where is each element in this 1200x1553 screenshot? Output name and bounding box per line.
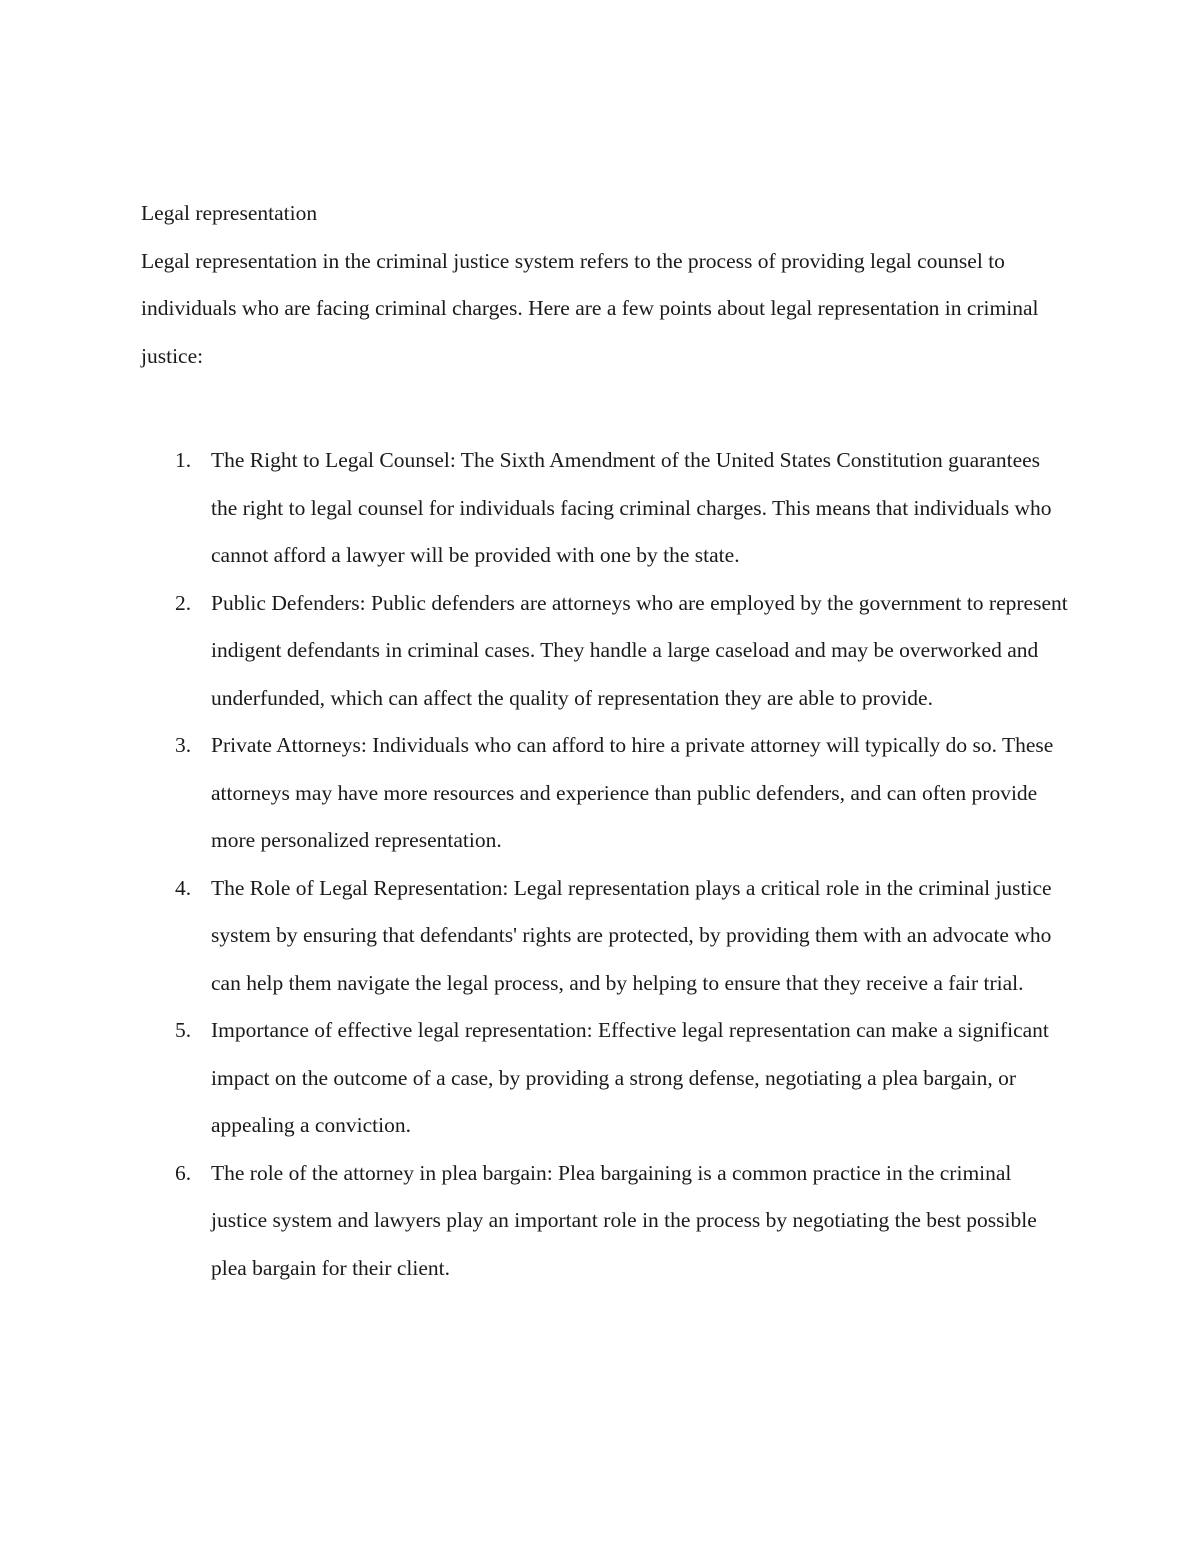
list-item [141,1150,1071,1293]
list-item-number: 6. [175,1160,192,1185]
numbered-list [141,437,1071,1292]
intro-paragraph: Legal representation in the criminal justice system refers to the process of providing legal counsel to individuals who are facing criminal charges. Here are a few points about legal representation in criminal justice: [141,248,1039,368]
paragraph-spacer [141,380,1071,437]
document-title: Legal representation [141,201,318,225]
list-item [141,722,1071,865]
list-item [141,865,1071,1008]
list-item-number: 1. [175,448,192,472]
list-item-number: 5. [175,1018,192,1042]
list-item-number: 3. [175,733,192,757]
list-item-number: 2. [175,590,192,615]
list-item [141,580,1071,723]
list-item-text: Public Defenders: Public defenders are attorneys who are employed by the government to represent indigent defendants in criminal cases. They handle a large caseload and may be overworked and underfunded, which can affect the quality of representation they are able to provide. [211,590,1068,710]
document-body [141,190,1071,1292]
list-item-text: The Right to Legal Counsel: The Sixth Amendment of the United States Constitution guarantees the right to legal counsel for individuals facing criminal charges. This means that individuals who cannot afford a lawyer will be provided with one by the state. [211,448,1052,567]
list-item-text: Private Attorneys: Individuals who can afford to hire a private attorney will typically do so. These attorneys may have more resources and experience than public defenders, and can often provide more personalized representation. [211,733,1054,852]
list-item-text: Importance of effective legal representation: Effective legal representation can make a significant impact on the outcome of a case, by providing a strong defense, negotiating a plea bargain, or appealing a conviction. [211,1018,1049,1137]
list-item [141,1007,1071,1150]
list-item-text: The Role of Legal Representation: Legal representation plays a critical role in the criminal justice system by ensuring that defendants' rights are protected, by providing them with an advocate who can help them navigate the legal process, and by helping to ensure that they receive a fair trial. [211,875,1052,995]
list-item-number: 4. [175,875,192,900]
list-item [141,437,1071,580]
list-item-text: The role of the attorney in plea bargain: Plea bargaining is a common practice in the criminal justice system and lawyers play an important role in the process by negotiating the best possible plea bargain for their client. [211,1160,1037,1280]
